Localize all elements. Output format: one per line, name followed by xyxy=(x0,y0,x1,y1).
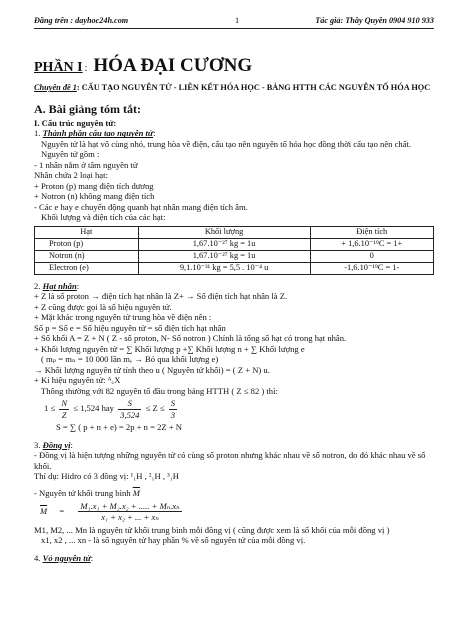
average-mass-formula xyxy=(40,501,434,523)
paragraph: + Kí hiệu nguyên tử: ᴬ꜀X xyxy=(34,375,121,386)
table-row xyxy=(35,262,434,274)
header-site: Đăng trên : dayhoc24h.com xyxy=(34,16,129,25)
item2-colon: : xyxy=(76,280,80,291)
section-a-heading: A. Bài giảng tóm tắt: xyxy=(34,102,141,117)
fraction-numerator: S xyxy=(170,398,176,409)
topic-heading xyxy=(34,83,434,93)
table-cell: 1,67.10⁻²⁷ kg = 1u xyxy=(138,250,310,262)
paragraph: - 1 nhân nằm ở tâm nguyên tử xyxy=(34,159,138,170)
table-row xyxy=(35,238,434,250)
item4-number: 4. xyxy=(34,552,41,563)
paragraph: Khối lượng và điện tích của các hạt: xyxy=(41,212,166,223)
fraction-s-over-3 xyxy=(169,398,177,420)
item3-colon: : xyxy=(70,439,73,450)
item3-title: Đồng vị xyxy=(42,439,71,450)
fraction-n-over-z xyxy=(59,398,69,420)
table-cell: Notron (n) xyxy=(35,250,139,262)
item1-heading xyxy=(34,128,434,138)
paragraph: - Các e hay e chuyển động quanh hạt nhân mang điện tích âm. xyxy=(34,201,248,212)
paragraph: Nguyên tử gồm : xyxy=(41,149,100,160)
ratio-mid: ≤ 1,524 hay xyxy=(73,403,114,414)
table-cell: + 1,6.10⁻¹⁹C = 1+ xyxy=(310,238,433,250)
paragraph: ( mₚ = mₙ = 10 000 lần mₑ → Bỏ qua khối lượng e) xyxy=(41,354,219,365)
fraction-denominator: Z xyxy=(61,409,67,420)
m-bar-symbol: $\overline{M}$ xyxy=(132,488,140,499)
paragraph: + Mặt khác trong nguyên tử trung hòa về điện nên : xyxy=(34,312,212,323)
fraction-denominator: 3,524 xyxy=(120,409,140,420)
paragraph: + Z cũng được gọi là số hiệu nguyên tử. xyxy=(34,301,172,312)
fraction-numerator: M₁.x₁ + M₂.x₂ + ..... + Mₙ.xₙ xyxy=(80,500,180,511)
paragraph: Số p = Số e = Số hiệu nguyên tử = số điện tích hạt nhân xyxy=(34,322,226,333)
item3-heading xyxy=(34,440,434,450)
table-header-row xyxy=(35,226,434,238)
sum-formula: S = ∑ ( p + n + e) = 2p + n = 2Z + N xyxy=(56,422,182,433)
ratio-lhs: 1 ≤ xyxy=(44,403,56,414)
ratio-mid2: ≤ Z ≤ xyxy=(145,403,165,414)
fraction-denominator: 3 xyxy=(170,409,176,420)
fraction-denominator: x₁ + x₂ + ... + xₙ xyxy=(101,512,159,523)
paragraph: + Khối lượng nguyên tử = ∑ Khối lượng p +∑ Khối lượng n + ∑ Khối lượng e xyxy=(34,343,305,354)
page-number: 1 xyxy=(235,16,240,25)
document-body xyxy=(34,54,434,563)
paragraph: - Đồng vị là hiện tượng những nguyên tử có cùng số proton nhưng khác nhau về số notron, do đó khác nhau về số khối. xyxy=(34,450,426,471)
topic-text: : CẤU TẠO NGUYÊN TỬ - LIÊN KẾT HÓA HỌC - BẢNG HTTH CÁC NGUYÊN TỐ HÓA HỌC xyxy=(76,83,431,93)
fraction-s-over-3524 xyxy=(118,398,141,420)
paragraph: + Số khối A = Z + N ( Z - số proton, N- Số notron ) Chính là tổng số hạt có trong hạt nhân. xyxy=(34,333,347,344)
part-title xyxy=(34,54,434,77)
paragraph: + Proton (p) mang điện tích dương xyxy=(34,180,154,191)
header-author: Tác giả: Thầy Quyền 0904 910 933 xyxy=(315,16,434,25)
item4-colon: : xyxy=(90,552,94,563)
table-row xyxy=(35,250,434,262)
item1-title: Thành phần cấu tạo nguyên tử xyxy=(42,128,154,139)
paragraph: → Khối lượng nguyên tử tính theo u ( Nguyên tử khối) = ( Z + N) u. xyxy=(34,364,270,375)
fraction-numerator: S xyxy=(118,398,141,409)
item2-heading xyxy=(34,281,434,291)
table-cell: 1,67.10⁻²⁷ kg = 1u xyxy=(138,238,310,250)
item4-title: Vỏ nguyên tử xyxy=(42,552,91,563)
fraction-numerator: N xyxy=(61,398,68,409)
paragraph: Thông thường với 82 nguyên tố đầu trong bảng HTTH ( Z ≤ 82 ) thì: xyxy=(41,385,278,396)
item2-number: 2. xyxy=(34,280,41,291)
table-cell: 0 xyxy=(310,250,433,262)
avg-equals: = xyxy=(59,505,65,516)
paragraph: Thí dụ: Hidro có 3 đồng vị: ¹₁H , ²₁H , ³₁H xyxy=(34,470,179,481)
table-header-cell: Điện tích xyxy=(310,226,433,238)
ratio-formula xyxy=(44,398,434,420)
avg-lhs: $\overline{M}$ xyxy=(40,505,48,516)
paragraph: x1, x2 , ... xn - là số nguyên tử hay phần % về số nguyên tử của mỗi đồng vị. xyxy=(41,535,306,546)
item2-title: Hạt nhân xyxy=(42,280,77,291)
paragraph: Nhân chứa 2 loại hạt: xyxy=(34,170,108,181)
part-heading: HÓA ĐẠI CƯƠNG xyxy=(93,55,253,76)
paragraph: M1, M2, ... Mn là nguyên tử khối trung bình mỗi đồng vị ( cũng được xem là số khối của mỗi đồng vị ) xyxy=(34,524,390,535)
table-cell: Proton (p) xyxy=(35,238,139,250)
paragraph: Nguyên tử là hạt vô cùng nhỏ, trung hòa về điện, cấu tạo nên nguyên tố hóa học đồng thời cấu tạo nên chất. xyxy=(41,138,412,149)
part-label: PHẦN I xyxy=(34,60,83,75)
part-separator: : xyxy=(84,63,88,74)
item4-heading xyxy=(34,553,434,563)
table-header-cell: Hạt xyxy=(35,226,139,238)
paragraph: - Nguyên tử khối trung bình xyxy=(34,488,131,499)
table-cell: Electron (e) xyxy=(35,262,139,274)
table-cell: 9,1.10⁻³¹ kg = 5,5 . 10⁻⁴ u xyxy=(138,262,310,274)
section-i-heading: I. Cấu trúc nguyên tử: xyxy=(34,117,117,128)
paragraph: + Notron (n) không mang điện tích xyxy=(34,191,155,202)
particle-table xyxy=(34,226,434,275)
page-header xyxy=(34,16,434,29)
average-mass-fraction xyxy=(78,501,181,523)
avg-mass-label xyxy=(34,488,434,498)
item1-colon: : xyxy=(153,128,156,139)
paragraph: + Z là số proton → điện tích hạt nhân là Z+ → Số điện tích hạt nhân là Z. xyxy=(34,291,288,302)
item1-number: 1. xyxy=(34,128,41,139)
topic-label: Chuyên đề 1 xyxy=(34,83,77,93)
table-header-cell: Khối lượng xyxy=(138,226,310,238)
table-cell: -1,6.10⁻¹⁹C = 1- xyxy=(310,262,433,274)
item3-number: 3. xyxy=(34,439,41,450)
